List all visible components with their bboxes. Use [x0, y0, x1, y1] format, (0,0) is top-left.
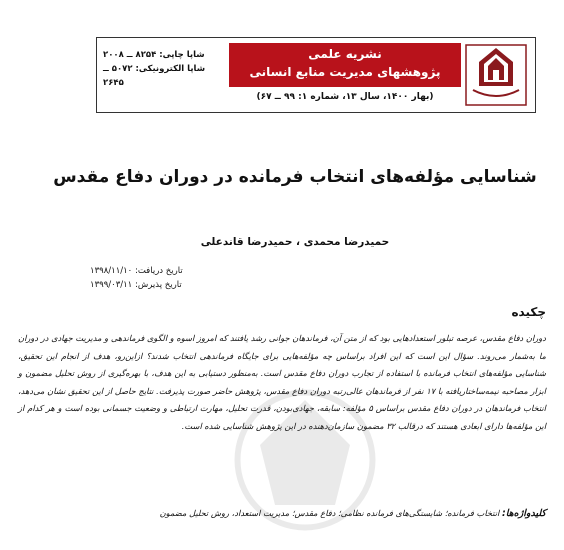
- issue-info: (بهار ۱۴۰۰، سال ۱۳، شماره ۱: ۹۹ ــ ۶۷): [256, 92, 434, 102]
- journal-name: پژوهشهای مدیریت منابع انسانی: [249, 65, 441, 79]
- journal-title-box: [229, 43, 461, 87]
- accepted-date: تاریخ پذیرش: ۱۳۹۹/۰۳/۱۱: [90, 280, 182, 290]
- article-title: شناسایی مؤلفه‌های انتخاب فرمانده در دوران دفاع مقدس: [53, 167, 537, 187]
- journal-header: [96, 37, 536, 113]
- received-date: تاریخ دریافت: ۱۳۹۸/۱۱/۱۰: [90, 266, 183, 276]
- university-logo: [463, 42, 529, 108]
- article-authors: حمیدرضا محمدی ، حمیدرضا قاندعلی: [200, 236, 390, 248]
- article-dates: [90, 264, 210, 292]
- issn-print: شاپا چاپی: ۸۲۵۴ ــ ۲۰۰۸: [103, 50, 205, 60]
- keywords-line: [18, 508, 546, 519]
- keywords-text: انتخاب فرمانده؛ شایستگی‌های فرمانده نظامی؛ دفاع مقدس؛ مدیریت استعداد، روش تحلیل مضمون: [159, 508, 500, 518]
- abstract-text: دوران دفاع مقدس، عرصه تبلور استعدادهایی بود که از متن آن، فرماندهان جوانی رشد یافتند که امروز اسوه و الگوی فرماندهی و مدیریت جهادی در دوران ما به‌شمار می‌روند. سؤال این است که این افراد براساس چه مؤلفه‌هایی برای جایگاه فرماندهی انتخاب شدند؟ ازاین‌رو، هدف از انجام این تحقیق، شناسایی مؤلفه‌های انتخاب فرمانده با استفاده از تجارب دوران دفاع مقدس است. به‌منظور دستیابی به این هدف، با بهره‌گیری از روش تحلیل مضمون و ابزار مصاحبه نیمه‌ساختاریافته با ۱۷ نفر از فرماندهان عالی‌رتبه دوران دفاع مقدس، پژوهش حاضر صورت پذیرفت. نتایج حاصل از این تحقیق نشان می‌دهد، انتخاب فرماندهان در دوران دفاع مقدس براساس ۵ مؤلفه: سابقه، جهادی‌بودن، قدرت تحلیل، مهارت ارتباطی و وضعیت جسمانی بوده است و هر کدام از این مؤلفه‌ها دارای ابعادی هستند که درقالب ۳۲ مضمون سازمان‌دهنده در این پژوهش شناسایی شده است.: [18, 333, 546, 431]
- keywords-label: کلیدواژه‌ها:: [501, 508, 546, 519]
- journal-type: نشریه علمی: [308, 47, 382, 61]
- abstract-heading: چکیده: [511, 305, 546, 319]
- issn-online: شاپا الکترونیکی: ۵۰۷۲ ــ ۲۶۴۵: [103, 64, 206, 88]
- issn-block: [103, 48, 223, 90]
